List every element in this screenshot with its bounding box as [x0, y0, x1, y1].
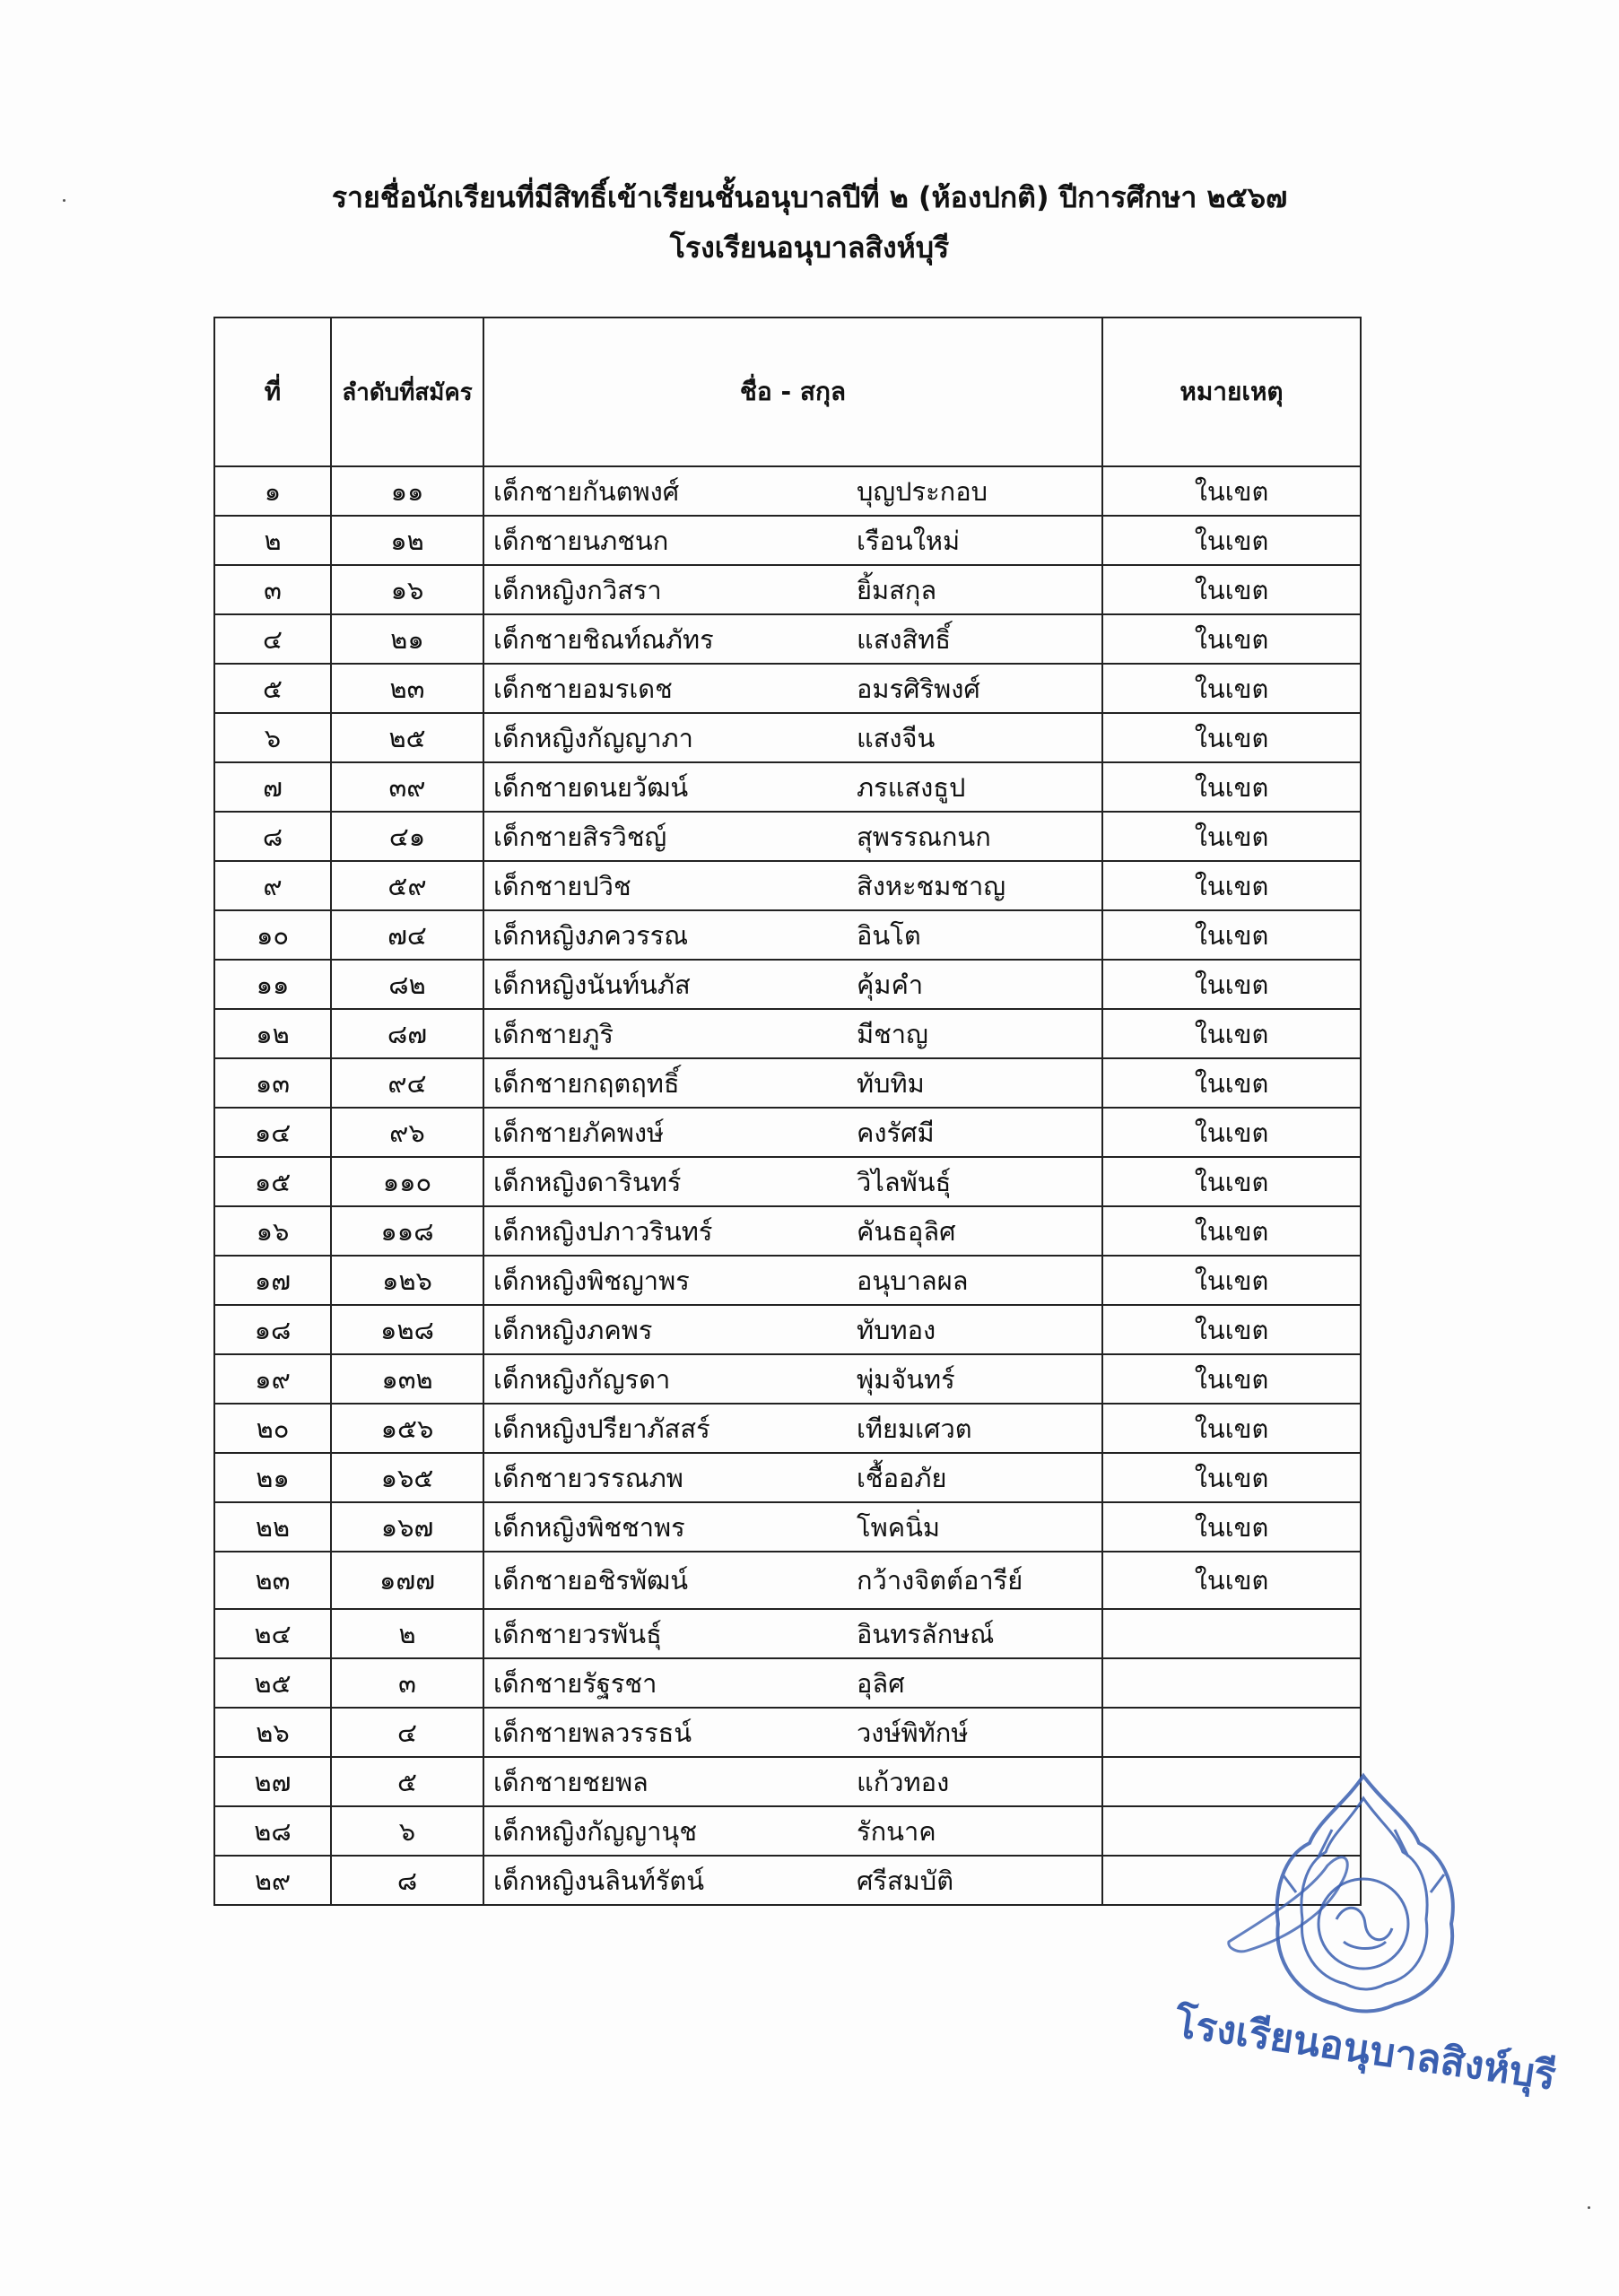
row-remark: ในเขต: [1102, 516, 1361, 565]
row-no: ๑: [214, 466, 331, 516]
row-name: [483, 1609, 1102, 1658]
row-application-order: ๕๙: [331, 861, 483, 910]
row-no: ๒: [214, 516, 331, 565]
row-name: [483, 1108, 1102, 1157]
table-row: [214, 1658, 1361, 1708]
table-row: [214, 762, 1361, 812]
row-no: ๒๑: [214, 1453, 331, 1502]
table-header-row: [214, 317, 1361, 466]
row-no: ๒๐: [214, 1404, 331, 1453]
row-application-order: ๑๕๖: [331, 1404, 483, 1453]
table-row: [214, 1856, 1361, 1905]
last-name: แสงสิทธิ์: [857, 623, 952, 655]
row-no: ๕: [214, 664, 331, 713]
table-row: [214, 664, 1361, 713]
first-name: เด็กชายดนยวัฒน์: [493, 771, 689, 803]
row-no: ๒๖: [214, 1708, 331, 1757]
first-name: เด็กชายพลวรรธน์: [493, 1717, 692, 1748]
last-name: สิงหะชมชาญ: [857, 870, 1006, 901]
first-name: เด็กชายนภชนก: [493, 525, 669, 556]
row-name: [483, 762, 1102, 812]
last-name: ทับทอง: [857, 1314, 936, 1345]
school-name: โรงเรียนอนุบาลสิงห์บุรี: [669, 230, 950, 265]
first-name: เด็กชายวรรณภพ: [493, 1462, 683, 1493]
row-remark: ในเขต: [1102, 1157, 1361, 1206]
header-remark: หมายเหตุ: [1102, 317, 1361, 466]
row-remark: ในเขต: [1102, 1206, 1361, 1256]
row-name: [483, 565, 1102, 614]
first-name: เด็กชายสิรวิชญ์: [493, 821, 667, 852]
row-name: [483, 1404, 1102, 1453]
first-name: เด็กชายภูริ: [493, 1018, 614, 1049]
row-application-order: ๙๖: [331, 1108, 483, 1157]
row-name: [483, 1757, 1102, 1806]
row-name: [483, 1305, 1102, 1354]
row-application-order: ๙๔: [331, 1058, 483, 1108]
last-name: ทับทิม: [857, 1067, 925, 1099]
first-name: เด็กหญิงกัญญาภา: [493, 722, 693, 753]
table-row: [214, 1502, 1361, 1552]
row-application-order: ๑๖: [331, 565, 483, 614]
row-remark: ในเขต: [1102, 1256, 1361, 1305]
last-name: อินทรลักษณ์: [857, 1618, 995, 1649]
row-remark: [1102, 1609, 1361, 1658]
row-remark: ในเขต: [1102, 1552, 1361, 1609]
first-name: เด็กหญิงปรียาภัสสร์: [493, 1413, 710, 1444]
last-name: วิไลพันธุ์: [857, 1166, 952, 1197]
last-name: ภรแสงธูป: [857, 771, 966, 803]
row-remark: ในเขต: [1102, 713, 1361, 762]
table-row: [214, 1058, 1361, 1108]
last-name: รักนาค: [857, 1815, 936, 1847]
row-name: [483, 466, 1102, 516]
row-name: [483, 1552, 1102, 1609]
table-row: [214, 565, 1361, 614]
last-name: แก้วทอง: [857, 1766, 950, 1797]
row-name: [483, 1009, 1102, 1058]
row-remark: ในเขต: [1102, 1453, 1361, 1502]
first-name: เด็กหญิงนันท์นภัส: [493, 969, 691, 1000]
row-name: [483, 1157, 1102, 1206]
row-application-order: ๑๓๒: [331, 1354, 483, 1404]
table-row: [214, 910, 1361, 960]
row-no: ๑๔: [214, 1108, 331, 1157]
last-name: โพคนิ่ม: [857, 1511, 941, 1543]
row-remark: ในเขต: [1102, 1108, 1361, 1157]
row-remark: ในเขต: [1102, 1058, 1361, 1108]
last-name: คันธอุลิศ: [857, 1215, 956, 1247]
row-no: ๔: [214, 614, 331, 664]
header-application-order: ลำดับที่สมัคร: [331, 317, 483, 466]
school-seal-icon: [1171, 1758, 1559, 2100]
first-name: เด็กหญิงพิชชาพร: [493, 1511, 685, 1543]
row-remark: ในเขต: [1102, 614, 1361, 664]
row-name: [483, 1058, 1102, 1108]
last-name: คุ้มคำ: [857, 969, 924, 1000]
table-row: [214, 1806, 1361, 1856]
row-no: ๑๕: [214, 1157, 331, 1206]
row-no: ๒๔: [214, 1609, 331, 1658]
last-name: สุพรรณกนก: [857, 821, 991, 852]
row-application-order: ๔: [331, 1708, 483, 1757]
student-list-table: [213, 317, 1362, 1906]
first-name: เด็กหญิงพิชญาพร: [493, 1265, 690, 1296]
row-no: ๒๗: [214, 1757, 331, 1806]
table-row: [214, 1552, 1361, 1609]
row-name: [483, 1708, 1102, 1757]
scan-speck: [63, 199, 65, 202]
table-row: [214, 614, 1361, 664]
first-name: เด็กชายกันตพงศ์: [493, 475, 680, 507]
first-name: เด็กหญิงภควรรณ: [493, 919, 689, 951]
row-application-order: ๘๗: [331, 1009, 483, 1058]
last-name: อนุบาลผล: [857, 1265, 969, 1296]
table-row: [214, 1108, 1361, 1157]
table-row: [214, 1009, 1361, 1058]
last-name: เรือนใหม่: [857, 525, 961, 556]
first-name: เด็กหญิงกัญญานุช: [493, 1815, 698, 1847]
table-row: [214, 1453, 1361, 1502]
table-row: [214, 861, 1361, 910]
first-name: เด็กหญิงกัญรดา: [493, 1363, 671, 1395]
first-name: เด็กหญิงปภาวรินทร์: [493, 1215, 713, 1247]
table-row: [214, 960, 1361, 1009]
table-row: [214, 1404, 1361, 1453]
row-name: [483, 614, 1102, 664]
row-name: [483, 1354, 1102, 1404]
first-name: เด็กชายปวิช: [493, 870, 631, 901]
row-application-order: ๑๑: [331, 466, 483, 516]
row-remark: ในเขต: [1102, 960, 1361, 1009]
row-name: [483, 1256, 1102, 1305]
row-name: [483, 664, 1102, 713]
table-row: [214, 1206, 1361, 1256]
row-remark: ในเขต: [1102, 1305, 1361, 1354]
row-application-order: ๗๔: [331, 910, 483, 960]
row-no: ๗: [214, 762, 331, 812]
row-remark: ในเขต: [1102, 1404, 1361, 1453]
row-no: ๑๒: [214, 1009, 331, 1058]
row-no: ๑๙: [214, 1354, 331, 1404]
row-name: [483, 861, 1102, 910]
last-name: เทียมเศวต: [857, 1413, 972, 1444]
row-no: ๖: [214, 713, 331, 762]
row-name: [483, 812, 1102, 861]
row-remark: [1102, 1658, 1361, 1708]
row-no: ๒๓: [214, 1552, 331, 1609]
last-name: วงษ์พิทักษ์: [857, 1717, 969, 1748]
last-name: พุ่มจันทร์: [857, 1363, 955, 1395]
row-no: ๒๕: [214, 1658, 331, 1708]
page-title: รายชื่อนักเรียนที่มีสิทธิ์เข้าเรียนชั้นอนุบาลปีที่ ๒ (ห้องปกติ) ปีการศึกษา ๒๕๖๗: [331, 180, 1288, 214]
row-application-order: ๑๒๘: [331, 1305, 483, 1354]
last-name: บุญประกอบ: [857, 475, 988, 507]
row-no: ๑๐: [214, 910, 331, 960]
table-row: [214, 1157, 1361, 1206]
row-application-order: ๑๑๐: [331, 1157, 483, 1206]
row-remark: ในเขต: [1102, 812, 1361, 861]
row-application-order: ๑๑๘: [331, 1206, 483, 1256]
row-no: ๙: [214, 861, 331, 910]
first-name: เด็กชายภัคพงษ์: [493, 1117, 665, 1148]
last-name: แสงจีน: [857, 722, 936, 753]
row-remark: ในเขต: [1102, 762, 1361, 812]
row-application-order: ๑๗๗: [331, 1552, 483, 1609]
table-row: [214, 1305, 1361, 1354]
row-remark: ในเขต: [1102, 910, 1361, 960]
last-name: อินโต: [857, 919, 921, 951]
header-name: ชื่อ - สกุล: [483, 317, 1102, 466]
table-row: [214, 1256, 1361, 1305]
last-name: เชื้ออภัย: [857, 1462, 947, 1493]
row-no: ๒๙: [214, 1856, 331, 1905]
first-name: เด็กหญิงดารินทร์: [493, 1166, 682, 1197]
scan-speck: [1588, 2206, 1590, 2209]
row-application-order: ๑๒๖: [331, 1256, 483, 1305]
first-name: เด็กชายวรพันธุ์: [493, 1618, 662, 1649]
row-application-order: ๑๖๕: [331, 1453, 483, 1502]
row-no: ๑๗: [214, 1256, 331, 1305]
row-application-order: ๘๒: [331, 960, 483, 1009]
row-name: [483, 516, 1102, 565]
table-row: [214, 812, 1361, 861]
row-name: [483, 960, 1102, 1009]
row-application-order: ๖: [331, 1806, 483, 1856]
first-name: เด็กชายชยพล: [493, 1766, 648, 1797]
row-application-order: ๘: [331, 1856, 483, 1905]
row-application-order: ๑๒: [331, 516, 483, 565]
row-application-order: ๒๑: [331, 614, 483, 664]
row-name: [483, 1206, 1102, 1256]
last-name: กว้างจิตต์อารีย์: [857, 1565, 1023, 1596]
row-no: ๑๓: [214, 1058, 331, 1108]
first-name: เด็กชายอชิรพัฒน์: [493, 1565, 689, 1596]
row-name: [483, 1453, 1102, 1502]
row-no: ๓: [214, 565, 331, 614]
table-row: [214, 713, 1361, 762]
row-remark: ในเขต: [1102, 1354, 1361, 1404]
stamp-text: โรงเรียนอนุบาลสิงห์บุรี: [1171, 2000, 1559, 2100]
row-remark: ในเขต: [1102, 1009, 1361, 1058]
row-application-order: ๒๓: [331, 664, 483, 713]
row-remark: ในเขต: [1102, 664, 1361, 713]
row-no: ๘: [214, 812, 331, 861]
row-name: [483, 1658, 1102, 1708]
row-no: ๑๖: [214, 1206, 331, 1256]
row-name: [483, 713, 1102, 762]
first-name: เด็กชายอมรเดช: [493, 673, 673, 704]
last-name: อมรศิริพงศ์: [857, 673, 980, 704]
first-name: เด็กชายกฤตฤทธิ์: [493, 1067, 680, 1099]
row-remark: ในเขต: [1102, 466, 1361, 516]
last-name: ศรีสมบัติ: [857, 1865, 954, 1896]
table-row: [214, 466, 1361, 516]
row-name: [483, 1502, 1102, 1552]
last-name: คงรัศมี: [857, 1117, 935, 1148]
header-no: ที่: [214, 317, 331, 466]
row-no: ๑๑: [214, 960, 331, 1009]
row-remark: ในเขต: [1102, 565, 1361, 614]
first-name: เด็กหญิงกวิสรา: [493, 574, 662, 605]
row-name: [483, 910, 1102, 960]
row-remark: ในเขต: [1102, 861, 1361, 910]
row-application-order: ๓: [331, 1658, 483, 1708]
last-name: ยิ้มสกุล: [857, 574, 937, 605]
first-name: เด็กชายรัฐรชา: [493, 1667, 657, 1699]
row-no: ๑๘: [214, 1305, 331, 1354]
row-application-order: ๔๑: [331, 812, 483, 861]
row-no: ๒๒: [214, 1502, 331, 1552]
row-application-order: ๑๖๗: [331, 1502, 483, 1552]
row-remark: [1102, 1708, 1361, 1757]
last-name: มีชาญ: [857, 1018, 928, 1049]
row-name: [483, 1806, 1102, 1856]
table-row: [214, 1609, 1361, 1658]
row-application-order: ๓๙: [331, 762, 483, 812]
first-name: เด็กชายชิณท์ณภัทร: [493, 623, 714, 655]
row-no: ๒๘: [214, 1806, 331, 1856]
table-row: [214, 1708, 1361, 1757]
table-row: [214, 1354, 1361, 1404]
row-application-order: ๕: [331, 1757, 483, 1806]
row-remark: ในเขต: [1102, 1502, 1361, 1552]
first-name: เด็กหญิงภคพร: [493, 1314, 653, 1345]
row-name: [483, 1856, 1102, 1905]
row-application-order: ๒: [331, 1609, 483, 1658]
first-name: เด็กหญิงนลินท์รัตน์: [493, 1865, 705, 1896]
table-row: [214, 1757, 1361, 1806]
last-name: อุลิศ: [857, 1667, 905, 1699]
row-application-order: ๒๕: [331, 713, 483, 762]
table-row: [214, 516, 1361, 565]
